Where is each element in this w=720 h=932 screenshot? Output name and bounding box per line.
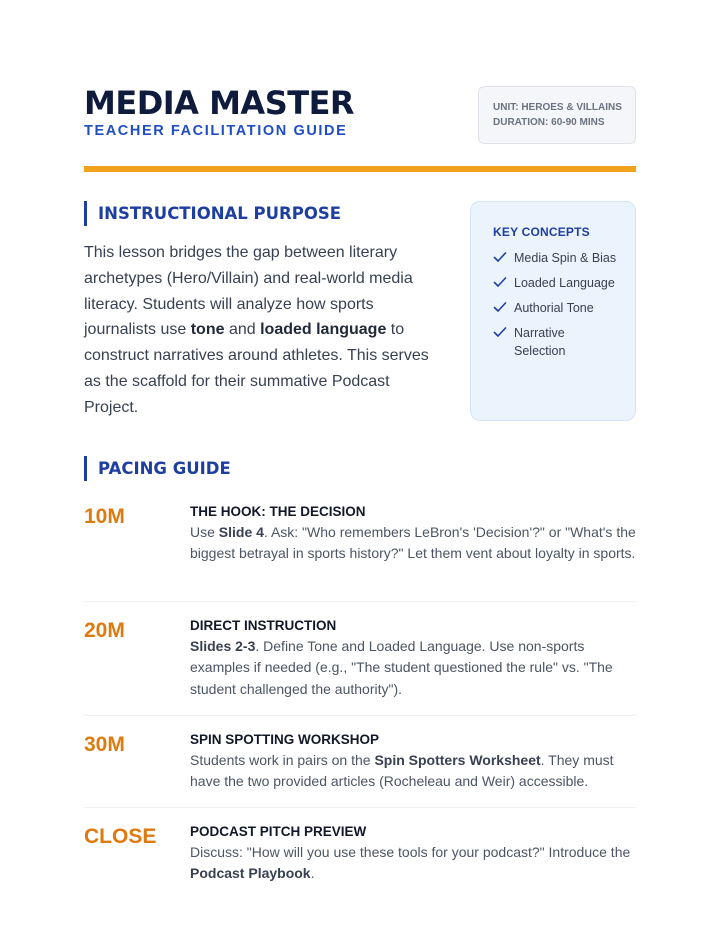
pacing-row-title: THE HOOK: THE DECISION [190,504,366,519]
pacing-row-text [190,636,636,700]
row-text-bold: Spin Spotters Worksheet [374,752,541,768]
row-text-part: . [310,865,315,882]
pacing-row-body [190,502,636,565]
pacing-time: 10M [84,505,125,528]
key-concept-item [493,324,593,360]
row-text-part: Discuss: "How will you use these tools for your podcast?" Introduce the [190,844,631,860]
pacing-row-title: PODCAST PITCH PREVIEW [190,824,367,839]
pacing-row-text [190,750,636,793]
pacing-guide-heading: PACING GUIDE [84,456,231,481]
key-concept-item [493,274,625,292]
pacing-time: 20M [84,619,125,642]
row-text-bold: Slides 2-3 [190,638,256,654]
row-text-part: Students work in pairs on the [190,752,375,768]
pacing-row [84,616,636,716]
row-text-part: . Ask: "Who remembers LeBron's 'Decision'?" or "What's the biggest betrayal in sports history?" Let them vent about loyalty in sports. [190,524,636,562]
pacing-row [84,822,636,892]
check-icon [493,275,507,289]
pacing-row-body [190,616,636,700]
row-text-bold: Podcast Playbook [190,865,311,882]
key-concept-item [493,299,625,317]
key-concept-label: Authorial Tone [514,301,594,315]
key-concepts-box [470,201,636,421]
key-concepts-title: KEY CONCEPTS [493,225,590,239]
key-concept-label: Narrative Selection [514,326,566,358]
pacing-row-title: DIRECT INSTRUCTION [190,618,337,633]
row-text-bold: Slide 4 [218,524,264,540]
row-text-part: . They must have the two provided articles (Rocheleau and Weir) accessible. [190,752,614,790]
instructional-purpose-heading: INSTRUCTIONAL PURPOSE [84,201,341,226]
check-icon [493,250,507,264]
key-concept-label: Loaded Language [514,276,615,290]
pacing-row-body [190,822,636,885]
purpose-bold-tone: tone [190,321,225,339]
purpose-text-part: to construct narratives around athletes. This serves as the scaffold for their summative Podcast Project. [84,321,429,416]
purpose-bold-loaded-language: loaded language [260,321,387,339]
duration-label: DURATION: 60-90 MINS [493,116,605,128]
unit-info-box [478,86,636,144]
purpose-text-part: This lesson bridges the gap between literary archetypes (Hero/Villain) and real-world media literacy. Students will analyze how sports journalists use [84,244,413,339]
page-subtitle: TEACHER FACILITATION GUIDE [84,123,348,139]
facilitation-guide-page [84,0,636,932]
key-concept-item [493,249,625,267]
header [84,85,636,145]
pacing-row-title: SPIN SPOTTING WORKSHOP [190,732,380,747]
pacing-row-body [190,730,636,793]
check-icon [493,300,507,314]
key-concept-label: Media Spin & Bias [514,251,617,265]
header-divider [84,166,636,172]
check-icon [493,325,507,339]
pacing-time: 30M [84,733,125,756]
unit-label: UNIT: HEROES & VILLAINS [493,102,622,113]
page-title: MEDIA MASTER [84,84,355,122]
instructional-purpose-text [84,240,434,421]
row-text-part: . Define Tone and Loaded Language. Use non-sports examples if needed (e.g., "The student questioned the rule" vs. "The student challenged the authority"). [190,638,613,697]
pacing-time: CLOSE [84,825,157,848]
pacing-row [84,502,636,602]
pacing-row [84,730,636,808]
purpose-text-part: and [224,321,261,339]
row-text-part: Use [190,524,219,540]
pacing-row-text [190,522,636,565]
pacing-row-text [190,842,636,885]
